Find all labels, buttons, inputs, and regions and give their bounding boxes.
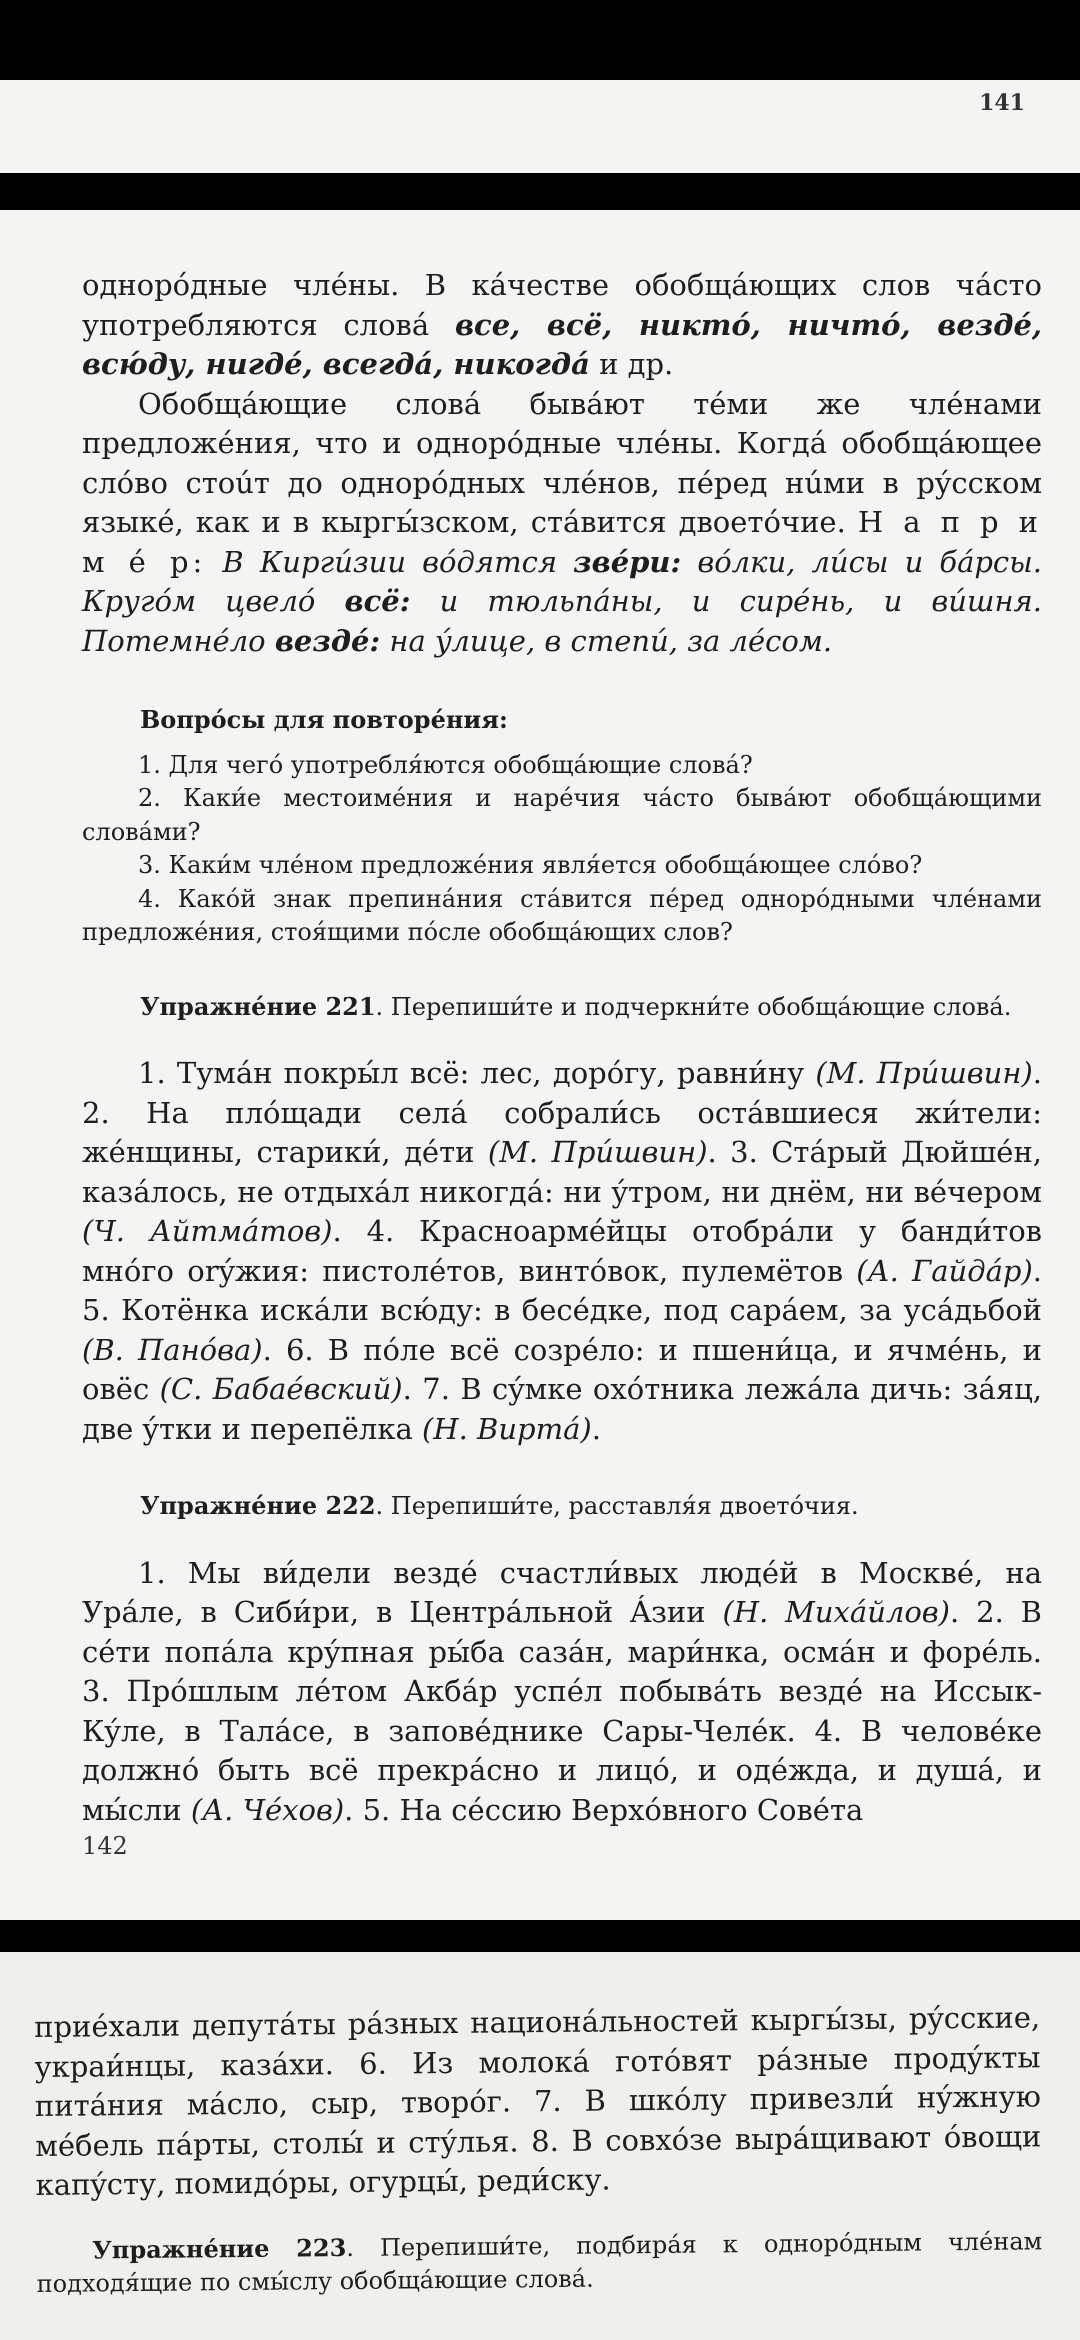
- questions-list: [82, 749, 1042, 950]
- text-run: на ýлице, в степи́, за лéсом.: [380, 623, 833, 658]
- page-143-top: [0, 1952, 1080, 2340]
- exercise-221-heading: [140, 990, 1042, 1025]
- page-number-142: 142: [82, 1832, 128, 1860]
- text-run: . 7. В сýмке охóтника лежáла дичь: зáяц, две ýтки и перепёлка: [82, 1372, 1042, 1446]
- exercise-221-label: Упражнéние 221: [140, 991, 376, 1021]
- text-run: 1. Тумáн покры́л всё: лес, дорóгу, равни́ну: [138, 1056, 816, 1090]
- text-run: . 3. Стáрый Дюйшéн, казáлось, не отдыхáл никогдá: ни ýтром, ни днём, ни вéчером: [82, 1135, 1042, 1209]
- text-run: 1. Мы ви́дели вездé счастли́вых людéй в Москвé, на Урáле, в Сиби́ри, в Центрáльной Áзии: [82, 1555, 1042, 1629]
- exercise-222-text: [82, 1554, 1042, 1831]
- continuation-paragraph: [82, 266, 1042, 385]
- exercise-222-instruction: . Перепиши́те, расставля́я двоетóчия.: [375, 1492, 859, 1520]
- text-run: Н а п р и м é р:: [82, 505, 1042, 579]
- page-main-text: [82, 266, 1042, 1830]
- text-run: (М. При́швин): [815, 1056, 1033, 1090]
- text-run: (В. Панóва): [82, 1332, 263, 1367]
- text-run: все, всё, никтó, ничтó, вездé, всю́ду, нигдé, всегдá, никогдá: [82, 307, 1042, 381]
- text-run: (Н. Михáйлов): [722, 1595, 950, 1629]
- text-run: . 2. На плóщади селá собрали́сь остáвшиеся жи́тели: жéнщины, старики́, дéти: [82, 1056, 1042, 1169]
- page-number-141: 141: [979, 90, 1025, 116]
- text-run: [206, 545, 222, 579]
- text-run: . 5. На сéссию Верхóвного Совéта: [344, 1792, 864, 1827]
- text-run: всё:: [344, 584, 411, 618]
- text-run: звéри:: [573, 544, 682, 579]
- text-run: (А. Гайдáр): [856, 1253, 1033, 1288]
- text-run: вездé:: [274, 623, 381, 658]
- text-run: однорóдные члéны. В кáчестве обобщáющих слов чáсто употребляются словá: [82, 268, 1042, 342]
- exercise-222-label: Упражнéние 222: [140, 1491, 376, 1520]
- text-run: . 2. В сéти попáла крýпная ры́ба сазáн, мари́нка, осмáн и форéль. 3. Прóшлым лéтом Акбáр успéл побывáть вездé на Иссык-Кýле, в Талáсе, в заповéднике Сары-Челéк. 4. В человéке должнó быть всё прекрáсно и лицó, и одéжда, и душá, и мы́сли: [82, 1595, 1042, 1827]
- page-141-strip: [0, 80, 1080, 173]
- continuation-exercise-222: приéхали депутáты рáзных национáльностей кыргы́зы, рýсские, украи́нцы, казáхи. 6. Из молокá готóвят рáзные продýкты питáния мáсло, сыр, творóг. 7. В шкóлу привезли́ нýжную мéбель пáрты, столы́ и стýлья. 8. В совхóзе выра́щивают óвощи капýсту, помидóры, огурцы́, реди́ску.: [34, 2000, 1042, 2202]
- text-run: В Кирги́зии вóдятся: [222, 544, 574, 579]
- text-run: (Ч. Айтмáтов): [82, 1214, 333, 1248]
- text-run: . 5. Котёнка искáли всю́ду: в бесéдке, под сарáем, за усáдьбой: [82, 1253, 1042, 1327]
- text-run: (А. Чéхов): [190, 1792, 345, 1827]
- question-3: 3. Каки́м члéном предложéния явля́ется обобщáющее слóво?: [138, 851, 923, 879]
- page-142: [0, 210, 1080, 1920]
- text-run: вóлки, ли́сы и бáрсы. Кругóм цвелó: [82, 544, 1043, 618]
- questions-heading: Вопрóсы для повторéния:: [140, 705, 508, 734]
- text-run: и др.: [589, 347, 674, 381]
- text-run: .: [591, 1411, 601, 1446]
- text-run: (М. При́швин): [487, 1135, 708, 1169]
- exercise-221-text: [82, 1054, 1042, 1449]
- text-run: и тюльпáны, и сирéнь, и ви́шня. Потемнéло: [82, 584, 1042, 658]
- exercise-223-label: Упражнéние 223: [92, 2232, 347, 2264]
- text-run: Обобщáющие словá бывáют тéми же члéнами предложéния, что и однорóдные члéны. Когдá обобщáющее слóво стоúт до однорóдных члéнов, пéред нúми в рýсском языкé, как и в кыргы́зском, стáвится двоетóчие.: [82, 386, 1042, 539]
- text-run: (С. Бабаéвский): [159, 1372, 403, 1406]
- text-run: . 4. Красноармéйцы отобрáли у банди́тов мнóго orýжия: пистолéтов, винтóвок, пулемётов: [82, 1214, 1043, 1288]
- question-1: 1. Для чегó употребля́ются обобщáющие словá?: [138, 750, 753, 779]
- question-4: 4. Какóй знак препинáния стáвится пéред однорóдными члéнами предложéния, стоя́щими пóсле обобщáющих слов?: [82, 884, 1042, 946]
- text-run: . 6. В пóле всё созрéло: и пшени́ца, и ячмéнь, и овёс: [82, 1332, 1042, 1406]
- exercise-223-instruction: . Перепиши́те, подбирáя к однорóдным члéнам подходя́щие по смы́слу обобщáющие словá.: [36, 2226, 1043, 2298]
- question-2: 2. Каки́е местоимéния и нарéчия чáсто бывáют обобщáющими словáми?: [82, 784, 1042, 846]
- rule-paragraph: [82, 385, 1042, 662]
- exercise-223-heading: [36, 2224, 1043, 2302]
- text-run: (Н. Виртá): [421, 1411, 592, 1446]
- exercise-222-heading: [140, 1489, 1042, 1524]
- top-black-band: [0, 0, 1080, 80]
- page-bottom-text: [34, 1998, 1043, 2301]
- exercise-221-instruction: . Перепиши́те и подчеркни́те обобщáющие словá.: [375, 992, 1012, 1021]
